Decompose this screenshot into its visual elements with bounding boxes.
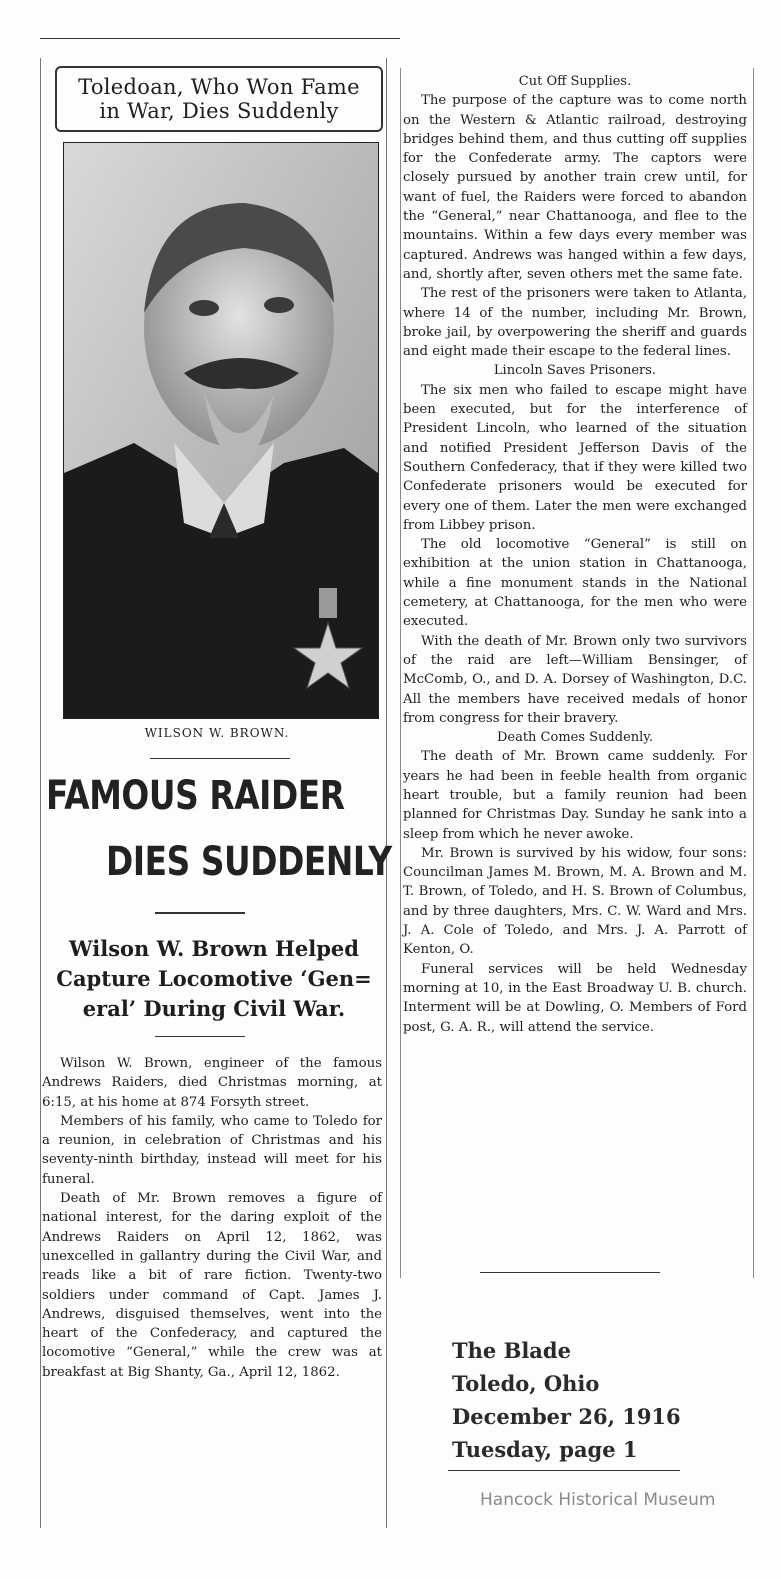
headline-box-line-2: in War, Dies Suddenly	[99, 99, 339, 123]
headline-line-2: DIES SUDDENLY	[106, 839, 392, 885]
photo-caption: WILSON W. BROWN.	[144, 726, 290, 740]
section-heading: Death Comes Suddenly.	[496, 730, 654, 746]
right-paragraph: The six men who failed to escape might have been executed, but for the interference of President Lincoln, who learned of the situation and notified President Jefferson Davis of the Southern Confederacy, that if they were killed two Confederate prisoners would be executed for every one of them. Later the men were exchanged from Libbey prison.	[403, 382, 747, 533]
right-paragraph: With the death of Mr. Brown only two survivors of the raid are left—William Bensinger, of McComb, O., and D. A. Dorsey of Washington, D.C. All the members have received medals of honor from congress for their bravery.	[403, 633, 747, 726]
subheadline-line-2: Capture Locomotive ‘Gen=	[56, 966, 372, 991]
source-rule	[448, 1470, 680, 1471]
section-heading: Cut Off Supplies.	[518, 74, 632, 89]
right-paragraph: The death of Mr. Brown came suddenly. For years he had been in feeble health from organic heart trouble, but a family reunion had been planned for Christmas Day. Sunday he sank into a sleep from which he never awoke.	[403, 749, 747, 842]
right-article-body	[403, 72, 747, 1037]
subheadline	[44, 934, 384, 1024]
left-paragraph: Wilson W. Brown, engineer of the famous Andrews Raiders, died Christmas morning, at 6:15, at his home at 874 Forsyth street.	[42, 1056, 382, 1110]
right-paragraph: Funeral services will be held Wednesday morning at 10, in the East Broadway U. B. church. Interment will be at Dowling, O. Members of Ford post, G. A. R., will attend the service.	[403, 961, 747, 1035]
source-note	[452, 1334, 681, 1466]
right-paragraph: The rest of the prisoners were taken to Atlanta, where 14 of the number, including Mr. Brown, broke jail, by overpowering the sheriff and guards and eight made their escape to the federal lines.	[403, 286, 747, 360]
source-city: Toledo, Ohio	[452, 1371, 600, 1396]
right-paragraph: The old locomotive “General” is still on exhibition at the union station in Chattanooga, while a fine monument stands in the National cemetery, at Chattanooga, for the men who were executed.	[403, 537, 747, 630]
right-paragraph: Mr. Brown is survived by his widow, four sons: Councilman James M. Brown, M. A. Brown and M. T. Brown, of Toledo, and H. S. Brown of Columbus, and by three daughters, Mrs. C. W. Ward and Mrs. J. A. Cole of Toledo, and Mrs. J. A. Parrott of Kenton, O.	[403, 845, 747, 958]
subheadline-line-1: Wilson W. Brown Helped	[69, 936, 359, 961]
article-end-rule	[480, 1272, 660, 1273]
museum-watermark: Hancock Historical Museum	[480, 1490, 716, 1510]
portrait-illustration	[64, 143, 378, 718]
headline-rule	[155, 912, 245, 914]
top-rule	[40, 38, 400, 39]
right-paragraph: The purpose of the capture was to come north on the Western & Atlantic railroad, destroying bridges behind them, and thus cutting off supplies for the Confederate army. The captors were closely pursued by another train crew until, for want of fuel, the Raiders were forced to abandon the “General,” near Chattanooga, and flee to the mountains. Within a few days every member was captured. Andrews was hanged within a few days, and, shortly after, seven others met the same fate.	[403, 93, 747, 282]
subheadline-line-3: eral’ During Civil War.	[82, 996, 346, 1021]
portrait-photo	[63, 142, 379, 719]
left-article-body	[42, 1054, 382, 1382]
source-publication: The Blade	[452, 1338, 571, 1363]
left-paragraph: Members of his family, who came to Toledo for a reunion, in celebration of Christmas and his seventy-ninth birthday, instead will meet for his funeral.	[42, 1113, 382, 1187]
left-paragraph: Death of Mr. Brown removes a figure of national interest, for the daring exploit of the Andrews Raiders on April 12, 1862, was unexcelled in gallantry during the Civil War, and reads like a bit of rare fiction. Twenty-two soldiers under command of Capt. James J. Andrews, disguised themselves, went into the heart of the Confederacy, and captured the locomotive “General,” while the crew was at breakfast at Big Shanty, Ga., April 12, 1862.	[42, 1191, 382, 1380]
headline-line-1: FAMOUS RAIDER	[46, 773, 345, 819]
caption-rule	[150, 758, 290, 759]
source-page: Tuesday, page 1	[452, 1437, 638, 1462]
subheadline-rule	[155, 1036, 245, 1037]
headline-box	[55, 66, 383, 132]
source-date: December 26, 1916	[452, 1404, 681, 1429]
headline-box-line-1: Toledoan, Who Won Fame	[78, 75, 360, 99]
section-heading: Lincoln Saves Prisoners.	[493, 363, 657, 379]
